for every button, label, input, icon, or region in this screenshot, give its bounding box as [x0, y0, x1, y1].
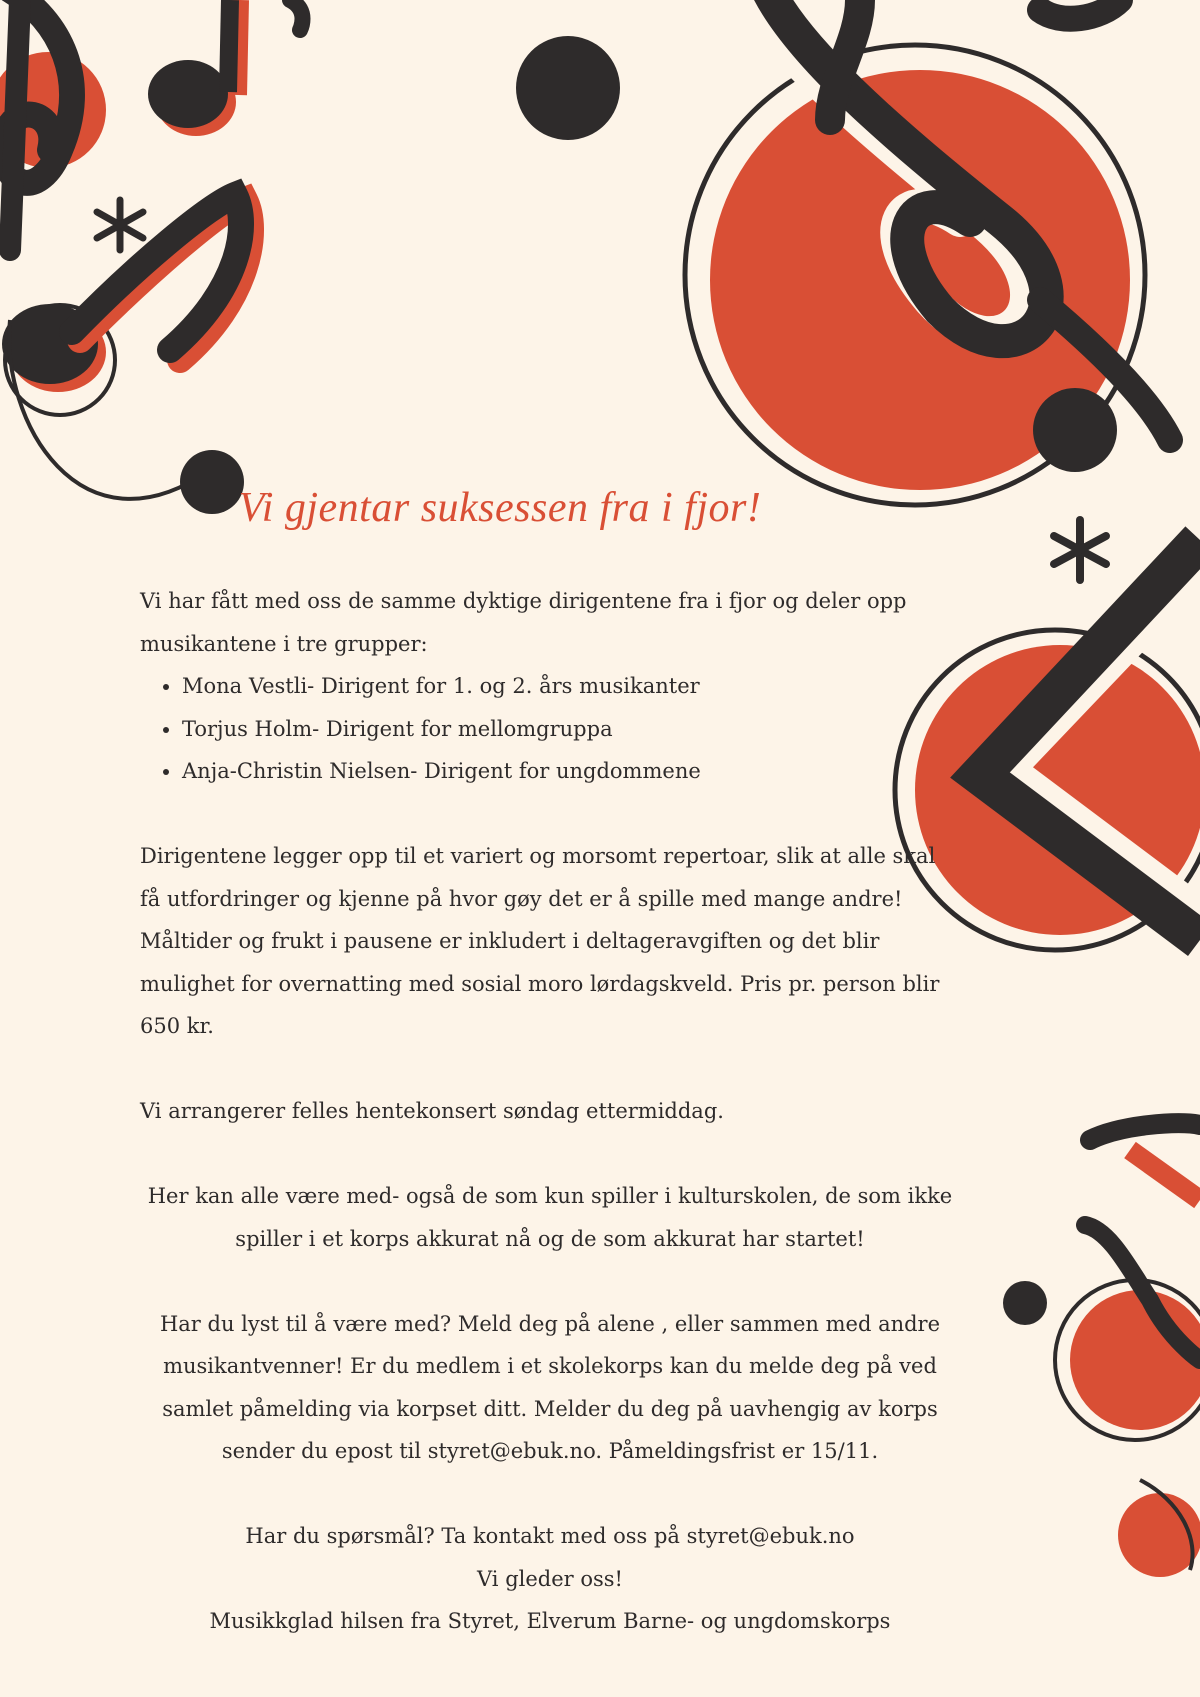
everyone-paragraph: Her kan alle være med- også de som kun spiller i kulturskolen, de som ikke spiller i et korps akkurat nå og de som akkurat har startet!	[147, 1184, 953, 1251]
treble-clef-icon	[685, 0, 1170, 505]
treble-clef-icon	[0, 0, 106, 250]
questions-line: Har du spørsmål? Ta kontakt med oss på styret@ebuk.no	[245, 1524, 855, 1548]
treble-clef-icon	[1003, 1123, 1200, 1577]
music-note-icon	[2, 195, 251, 514]
looking-forward-line: Vi gleder oss!	[477, 1566, 623, 1591]
asterisk-icon	[97, 200, 143, 250]
main-content	[140, 580, 960, 1643]
list-item: • Mona Vestli- Dirigent for 1. og 2. års musikanter	[182, 665, 960, 708]
dot-shape	[516, 36, 620, 140]
page-title: Vi gjentar suksessen fra i fjor!	[238, 485, 762, 531]
greeting-line: Musikkglad hilsen fra Styret, Elverum Barne- og ungdomskorps	[209, 1609, 891, 1633]
asterisk-icon	[1054, 520, 1106, 580]
meals-paragraph: Måltider og frukt i pausene er inkludert i deltageravgiften og det blir mulighet for overnatting med sosial moro lørdagskveld. Pris pr. person blir 650 kr.	[140, 929, 940, 1038]
intro-paragraph: Vi har fått med oss de samme dyktige dirigentene fra i fjor og deler opp musikantene i tre grupper:	[140, 589, 907, 656]
signup-paragraph: Har du lyst til å være med? Meld deg på alene , eller sammen med andre musikantvenner! Er du medlem i et skolekorps kan du melde deg på ved samlet påmelding via korpset ditt. Melder du deg på uavhengig av korps sender du epost til styret@ebuk.no. Påmeldingsfrist er 15/11.	[159, 1311, 941, 1463]
music-note-icon	[148, 0, 303, 136]
list-item: • Anja-Christin Nielsen- Dirigent for ungdommene	[182, 750, 960, 793]
concert-paragraph: Vi arrangerer felles hentekonsert søndag ettermiddag.	[140, 1099, 724, 1123]
list-item: • Torjus Holm- Dirigent for mellomgruppa	[182, 708, 960, 751]
repertoire-paragraph: Dirigentene legger opp til et variert og morsomt repertoar, slik at alle skal få utfordringer og kjenne på hvor gøy det er å spille med mange andre!	[140, 844, 936, 911]
conductor-list	[140, 665, 960, 793]
